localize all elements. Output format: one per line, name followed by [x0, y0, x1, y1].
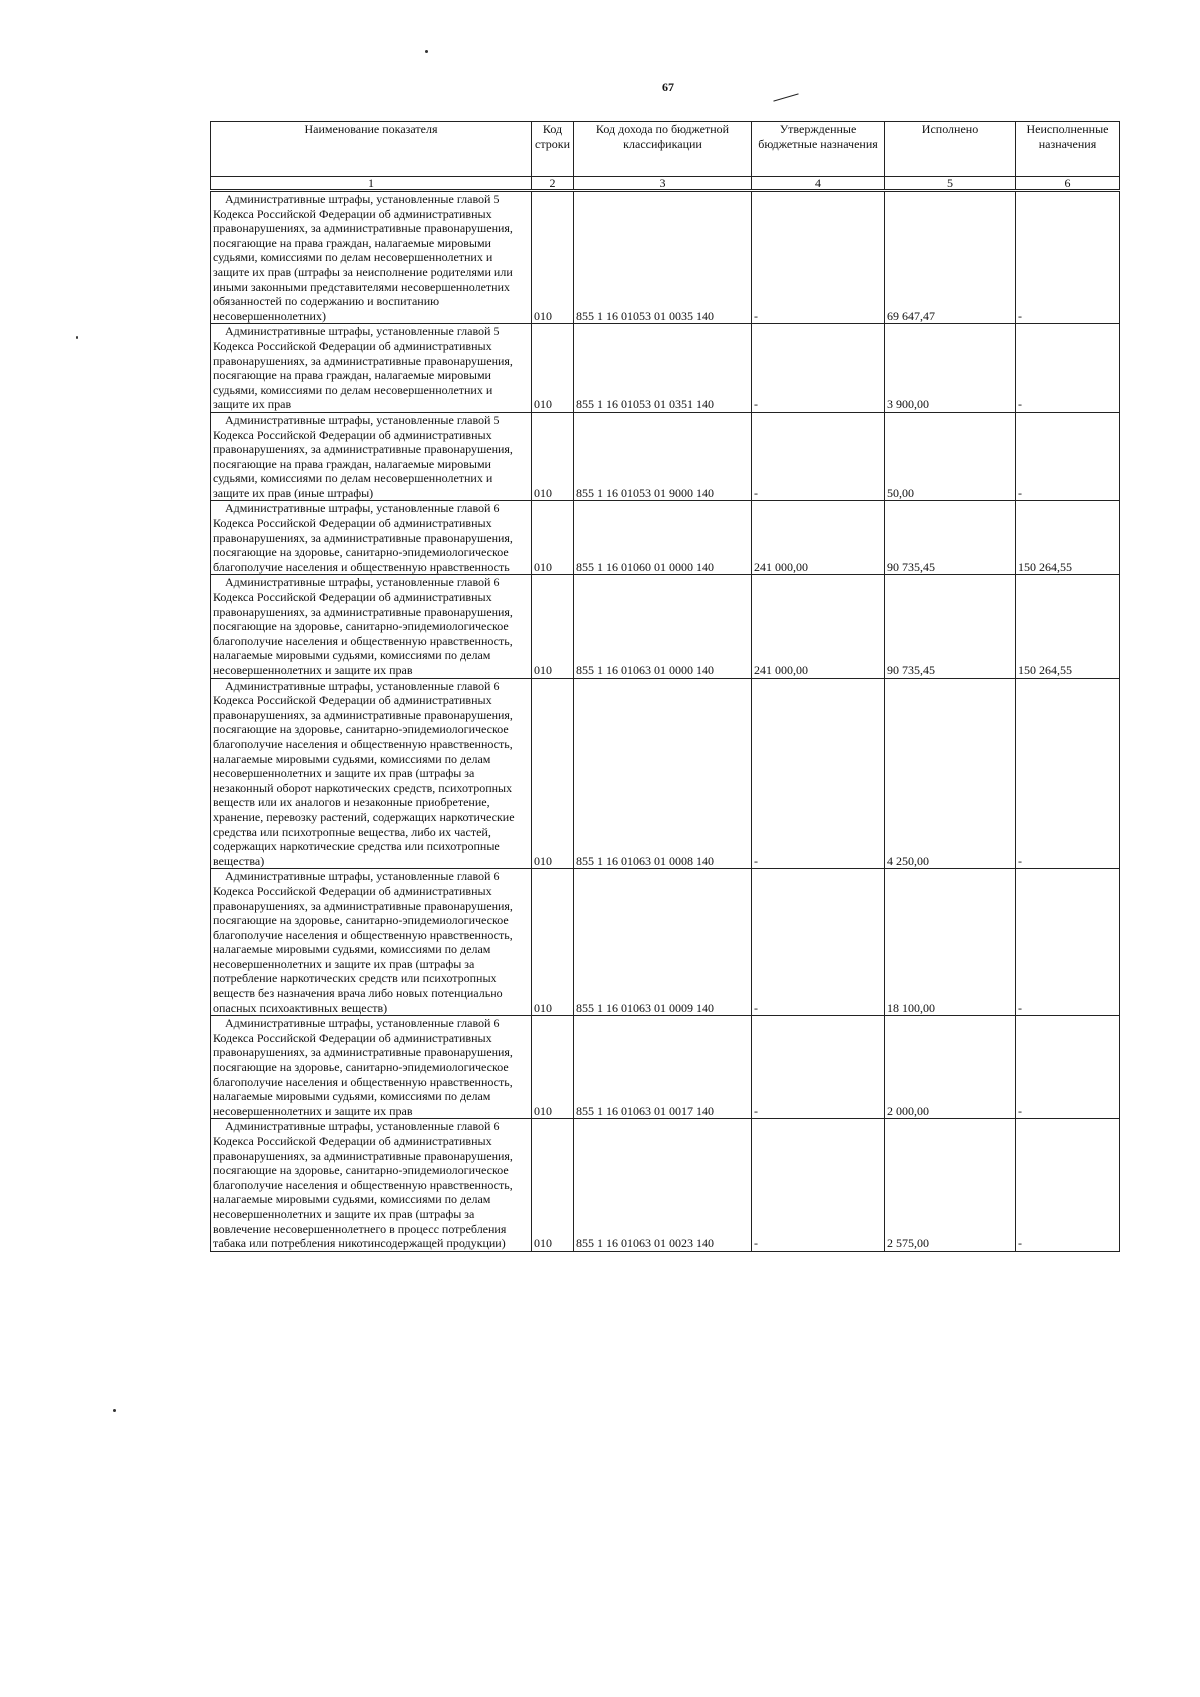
- budget-code: 855 1 16 01060 01 0000 140: [574, 501, 752, 575]
- table-header-row: [211, 122, 1120, 177]
- header-budget-code: Код дохода по бюджетной классификации: [574, 122, 752, 177]
- table-row: [211, 191, 1120, 324]
- column-number: 3: [574, 177, 752, 191]
- header-line-code: Код строки: [532, 122, 574, 177]
- executed-amount: 2 000,00: [885, 1016, 1016, 1119]
- line-code: 010: [532, 1119, 574, 1251]
- line-code: 010: [532, 575, 574, 678]
- scan-speck: [425, 50, 428, 53]
- indicator-name: [211, 412, 532, 501]
- indicator-name: [211, 678, 532, 869]
- budget-code: 855 1 16 01053 01 0351 140: [574, 324, 752, 413]
- table-row: [211, 324, 1120, 413]
- column-number: 6: [1016, 177, 1120, 191]
- unexecuted-amount: 150 264,55: [1016, 501, 1120, 575]
- indicator-name-text: Административные штрафы, установленные главой 5 Кодекса Российской Федерации об административных правонарушениях, за административные правонарушения, посягающие на права граждан, налагаемые мировыми судьями, комиссиями по делам несовершеннолетних и защите их прав: [213, 324, 513, 412]
- budget-code: 855 1 16 01063 01 0000 140: [574, 575, 752, 678]
- table-row: [211, 501, 1120, 575]
- executed-amount: 90 735,45: [885, 501, 1016, 575]
- indicator-name-text: Административные штрафы, установленные главой 5 Кодекса Российской Федерации об административных правонарушениях, за административные правонарушения, посягающие на права граждан, налагаемые мировыми судьями, комиссиями по делам несовершеннолетних и защите их прав (иные штрафы): [213, 412, 513, 500]
- column-number: 2: [532, 177, 574, 191]
- budget-code: 855 1 16 01053 01 9000 140: [574, 412, 752, 501]
- table-row: [211, 869, 1120, 1016]
- approved-amount: -: [752, 191, 885, 324]
- indicator-name: [211, 1016, 532, 1119]
- line-code: 010: [532, 324, 574, 413]
- unexecuted-amount: -: [1016, 412, 1120, 501]
- indicator-name: [211, 1119, 532, 1251]
- page-number: 67: [662, 80, 674, 94]
- indicator-name-text: Административные штрафы, установленные главой 6 Кодекса Российской Федерации об административных правонарушениях, за административные правонарушения, посягающие на здоровье, санитарно-эпидемиологическое благополучие населения и общественную нравственность, налагаемые мировыми судьями, комиссиями по делам несовершеннолетних и защите их прав: [213, 575, 513, 677]
- unexecuted-amount: -: [1016, 324, 1120, 413]
- line-code: 010: [532, 191, 574, 324]
- table-row: [211, 1016, 1120, 1119]
- indicator-name-text: Административные штрафы, установленные главой 6 Кодекса Российской Федерации об административных правонарушениях, за административные правонарушения, посягающие на здоровье, санитарно-эпидемиологическое благополучие населения и общественную нравственность: [213, 501, 513, 574]
- executed-amount: 2 575,00: [885, 1119, 1016, 1251]
- executed-amount: 18 100,00: [885, 869, 1016, 1016]
- column-number: 4: [752, 177, 885, 191]
- indicator-name: [211, 191, 532, 324]
- indicator-name-text: Административные штрафы, установленные главой 6 Кодекса Российской Федерации об административных правонарушениях, за административные правонарушения, посягающие на здоровье, санитарно-эпидемиологическое благополучие населения и общественную нравственность, налагаемые мировыми судьями, комиссиями по делам несовершеннолетних и защите их прав: [213, 1016, 513, 1118]
- indicator-name-text: Административные штрафы, установленные главой 5 Кодекса Российской Федерации об административных правонарушениях, за административные правонарушения, посягающие на права граждан, налагаемые мировыми судьями, комиссиями по делам несовершеннолетних и защите их прав (штрафы за неисполнение родителями или иными законными представителями несовершеннолетних обязанностей по содержанию и воспитанию несовершеннолетних): [213, 192, 513, 323]
- table-row: [211, 575, 1120, 678]
- approved-amount: -: [752, 869, 885, 1016]
- budget-code: 855 1 16 01063 01 0023 140: [574, 1119, 752, 1251]
- budget-code: 855 1 16 01063 01 0017 140: [574, 1016, 752, 1119]
- approved-amount: -: [752, 1119, 885, 1251]
- indicator-name-text: Административные штрафы, установленные главой 6 Кодекса Российской Федерации об административных правонарушениях, за административные правонарушения, посягающие на здоровье, санитарно-эпидемиологическое благополучие населения и общественную нравственность, налагаемые мировыми судьями, комиссиями по делам несовершеннолетних и защите их прав (штрафы за потребление наркотических средств или психотропных веществ без назначения врача либо новых потенциально опасных психоактивных веществ): [213, 869, 513, 1015]
- line-code: 010: [532, 501, 574, 575]
- unexecuted-amount: -: [1016, 1119, 1120, 1251]
- executed-amount: 90 735,45: [885, 575, 1016, 678]
- budget-execution-table: [210, 121, 1120, 1252]
- executed-amount: 4 250,00: [885, 678, 1016, 869]
- scan-speck: [113, 1409, 116, 1412]
- pen-mark: [773, 93, 798, 101]
- indicator-name: [211, 575, 532, 678]
- unexecuted-amount: -: [1016, 869, 1120, 1016]
- indicator-name: [211, 324, 532, 413]
- column-number: 5: [885, 177, 1016, 191]
- budget-code: 855 1 16 01053 01 0035 140: [574, 191, 752, 324]
- table-row: [211, 412, 1120, 501]
- header-indicator-name: Наименование показателя: [211, 122, 532, 177]
- executed-amount: 3 900,00: [885, 324, 1016, 413]
- approved-amount: -: [752, 678, 885, 869]
- indicator-name: [211, 501, 532, 575]
- line-code: 010: [532, 678, 574, 869]
- unexecuted-amount: 150 264,55: [1016, 575, 1120, 678]
- indicator-name-text: Административные штрафы, установленные главой 6 Кодекса Российской Федерации об административных правонарушениях, за административные правонарушения, посягающие на здоровье, санитарно-эпидемиологическое благополучие населения и общественную нравственность, налагаемые мировыми судьями, комиссиями по делам несовершеннолетних и защите их прав (штрафы за незаконный оборот наркотических средств, психотропных веществ или их аналогов и незаконные приобретение, хранение, перевозку растений, содержащих наркотические средства или психотропные вещества, либо их частей, содержащих наркотические средства или психотропные вещества): [213, 678, 515, 868]
- scan-speck: [76, 336, 78, 339]
- unexecuted-amount: -: [1016, 678, 1120, 869]
- indicator-name-text: Административные штрафы, установленные главой 6 Кодекса Российской Федерации об административных правонарушениях, за административные правонарушения, посягающие на здоровье, санитарно-эпидемиологическое благополучие населения и общественную нравственность, налагаемые мировыми судьями, комиссиями по делам несовершеннолетних и защите их прав (штрафы за вовлечение несовершеннолетнего в процесс потребления табака или потребления никотинсодержащей продукции): [213, 1119, 513, 1251]
- column-numbers-row: [211, 177, 1120, 191]
- unexecuted-amount: -: [1016, 1016, 1120, 1119]
- executed-amount: 69 647,47: [885, 191, 1016, 324]
- line-code: 010: [532, 1016, 574, 1119]
- approved-amount: -: [752, 1016, 885, 1119]
- budget-code: 855 1 16 01063 01 0008 140: [574, 678, 752, 869]
- header-unexecuted: Неисполненные назначения: [1016, 122, 1120, 177]
- approved-amount: -: [752, 324, 885, 413]
- header-approved: Утвержденные бюджетные назначения: [752, 122, 885, 177]
- line-code: 010: [532, 869, 574, 1016]
- budget-code: 855 1 16 01063 01 0009 140: [574, 869, 752, 1016]
- indicator-name: [211, 869, 532, 1016]
- header-executed: Исполнено: [885, 122, 1016, 177]
- table-row: [211, 678, 1120, 869]
- line-code: 010: [532, 412, 574, 501]
- approved-amount: 241 000,00: [752, 501, 885, 575]
- approved-amount: -: [752, 412, 885, 501]
- unexecuted-amount: -: [1016, 191, 1120, 324]
- column-number: 1: [211, 177, 532, 191]
- table-row: [211, 1119, 1120, 1251]
- approved-amount: 241 000,00: [752, 575, 885, 678]
- executed-amount: 50,00: [885, 412, 1016, 501]
